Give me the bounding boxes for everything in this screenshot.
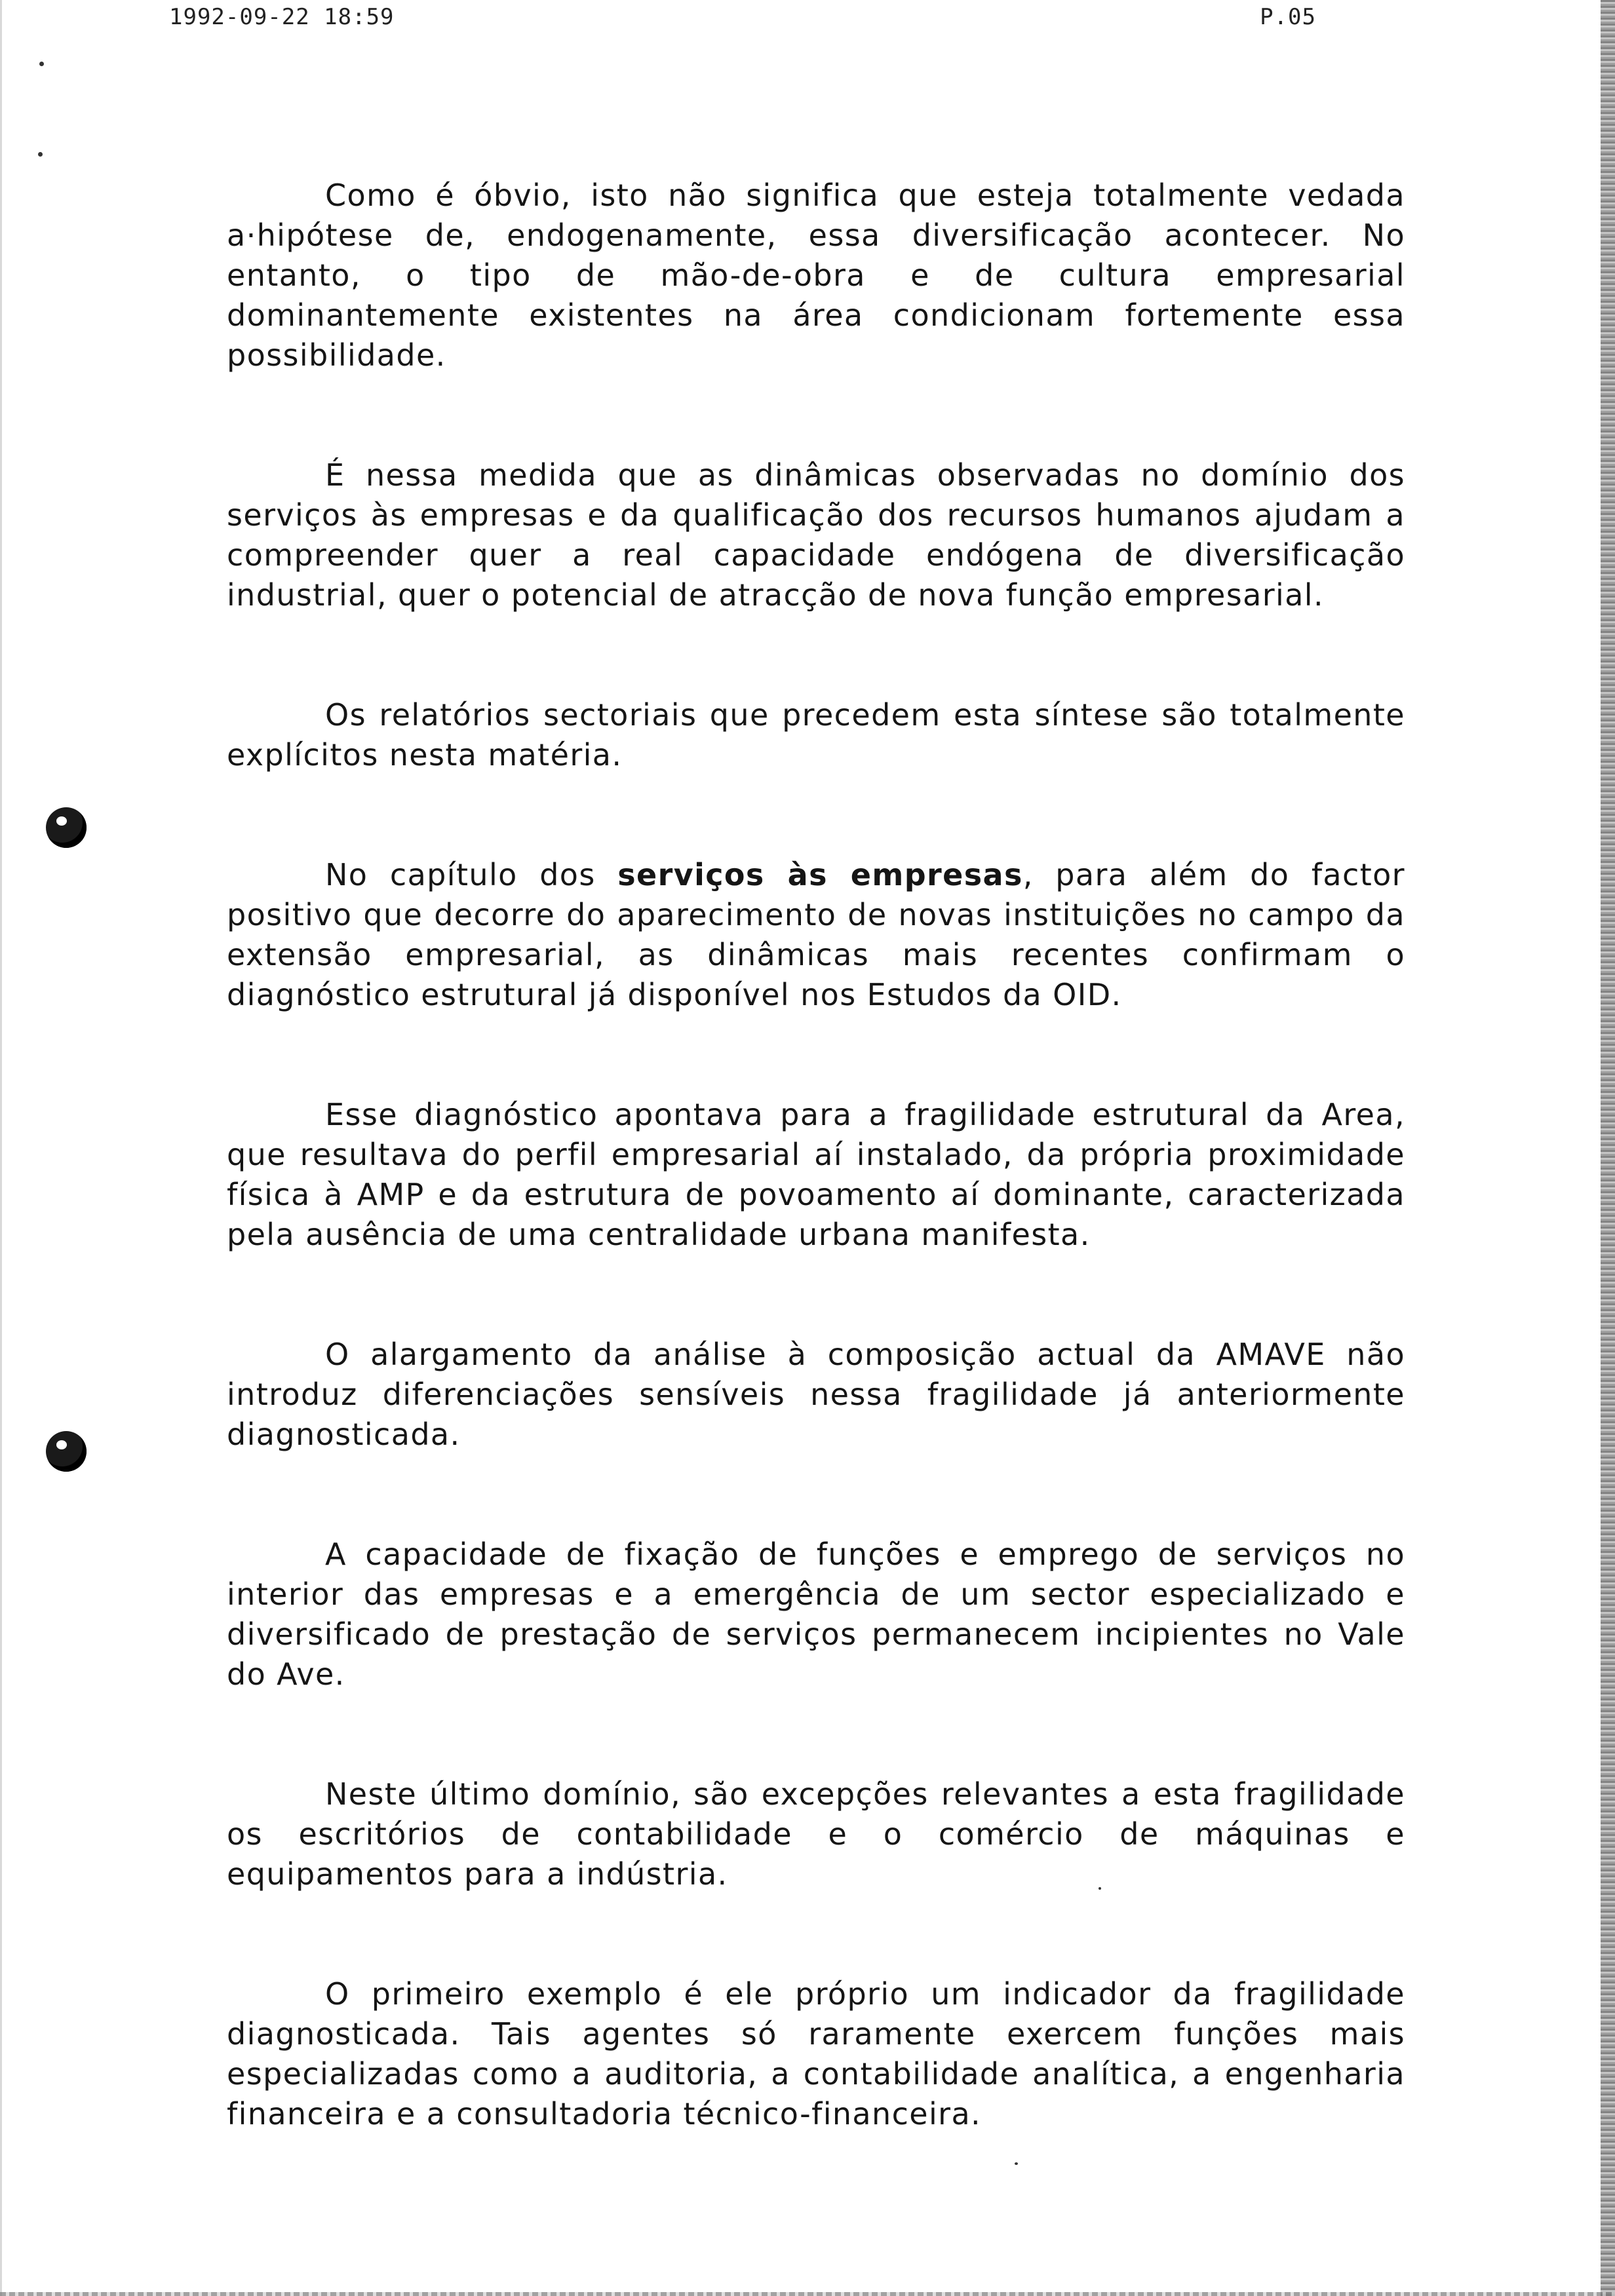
- paragraph: O primeiro exemplo é ele próprio um indicador da fragilidade diagnosticada. Tais agentes só raramente exercem funções mais especializadas como a auditoria, a contabilidade analítica, a engenharia financeira e a consultadoria técnico-financeira.: [227, 1976, 1405, 2132]
- binder-hole-icon: [46, 807, 87, 848]
- paragraph: O alargamento da análise à composição actual da AMAVE não introduz diferenciações sensíveis nessa fragilidade já anteriormente diagnosticada.: [227, 1337, 1405, 1452]
- binder-hole-icon: [46, 1431, 87, 1472]
- paragraph: É nessa medida que as dinâmicas observadas no domínio dos serviços às empresas e da qualificação dos recursos humanos ajudam a compreender quer a real capacidade endógena de diversificação industrial, quer o potencial de atracção de nova função empresarial.: [227, 457, 1405, 613]
- paragraph: A capacidade de fixação de funções e emprego de serviços no interior das empresas e a emergência de um sector especializado e diversificado de prestação de serviços permanecem incipientes no Vale do Ave.: [227, 1537, 1405, 1692]
- paragraph: Os relatórios sectoriais que precedem esta síntese são totalmente explícitos nesta matéria.: [227, 697, 1405, 773]
- paragraph-text: No capítulo dos: [325, 857, 618, 892]
- document-body: [227, 176, 1405, 2134]
- scan-speck: [39, 62, 44, 66]
- paragraph: Como é óbvio, isto não significa que esteja totalmente vedada a·hipótese de, endogenamente, essa diversificação acontecer. No entanto, o tipo de mão-de-obra e de cultura empresarial dominantemente existentes na área condicionam fortemente essa possibilidade.: [227, 178, 1405, 373]
- paragraph: Neste último domínio, são excepções relevantes a esta fragilidade os escritórios de contabilidade e o comércio de máquinas e equipamentos para a indústria.: [227, 1776, 1405, 1892]
- scan-right-edge: [1601, 0, 1615, 2296]
- paragraph: Esse diagnóstico apontava para a fragilidade estrutural da Area, que resultava do perfil empresarial aí instalado, da própria proximidade física à AMP e da estrutura de povoamento aí dominante, caracterizada pela ausência de uma centralidade urbana manifesta.: [227, 1097, 1405, 1252]
- bold-term: serviços às empresas: [617, 857, 1023, 892]
- fax-timestamp: 1992-09-22 18:59: [169, 4, 395, 30]
- paragraph-text: , para além do factor positivo que decorre do aparecimento de novas instituições no campo da extensão empresarial, as dinâmicas mais recentes confirmam o diagnóstico estrutural já disponível nos Estudos da OID.: [227, 857, 1405, 1012]
- fax-page-number: P.05: [1260, 4, 1316, 30]
- paragraph: [227, 855, 1405, 1015]
- scan-left-edge: [0, 0, 2, 2296]
- scan-bottom-edge: [0, 2292, 1615, 2296]
- fax-header: [169, 4, 1316, 35]
- scan-speck: [1015, 2162, 1018, 2165]
- scan-speck: [38, 152, 43, 157]
